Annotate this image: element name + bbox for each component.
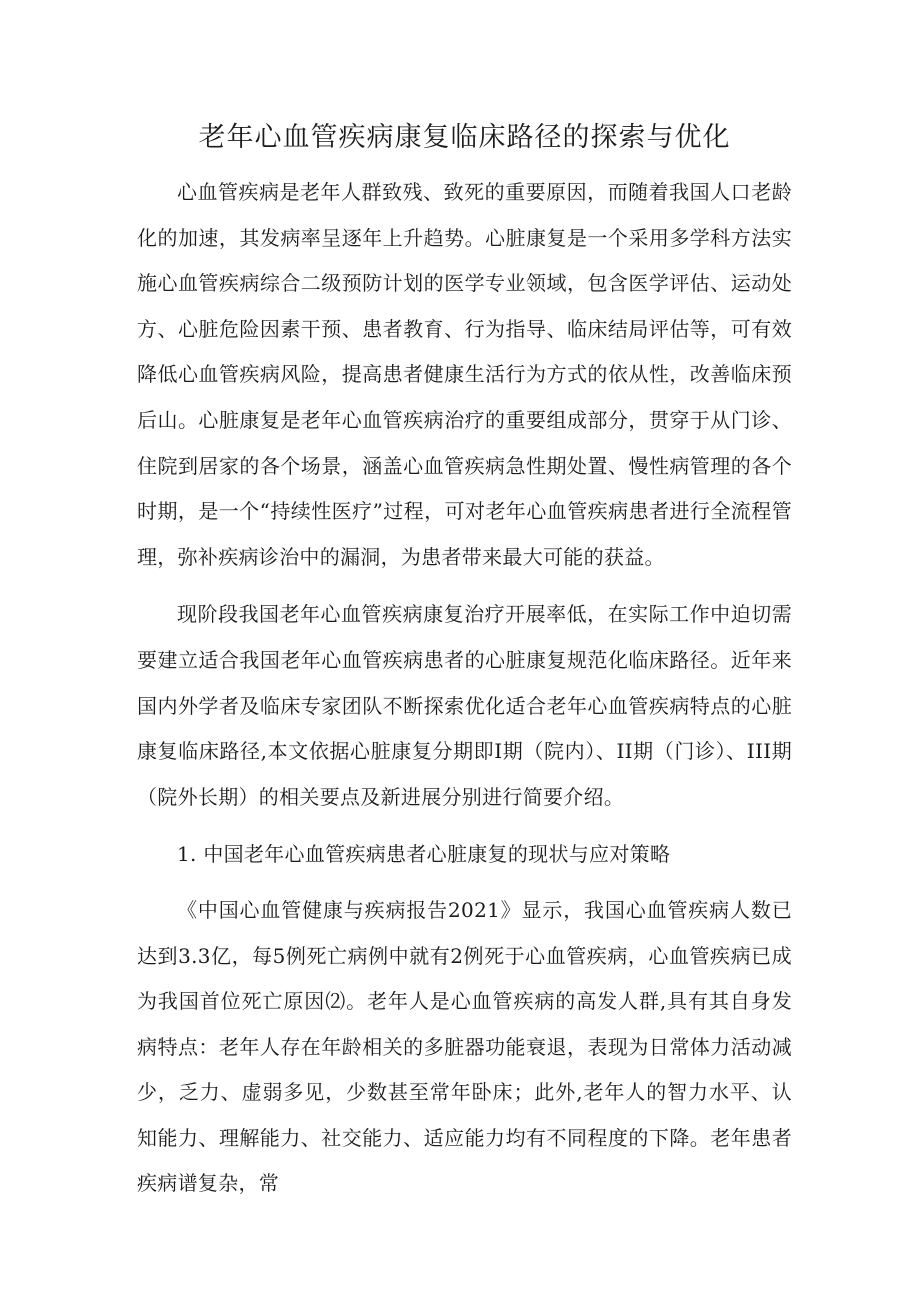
intro-paragraph-2: 现阶段我国老年心血管疾病康复治疗开展率低，在实际工作中迫切需要建立适合我国老年心血管疾病患者的心脏康复规范化临床路径。近年来国内外学者及临床专家团队不断探索优化适合老年心血管疾病特点的心脏康复临床路径,本文依据心脏康复分期即I期（院内）、II期（门诊）、III期（院外长期）的相关要点及新进展分别进行简要介绍。	[137, 602, 792, 809]
section-heading: 1. 中国老年心血管疾病患者心脏康复的现状与应对策略	[177, 842, 671, 867]
intro-paragraph-1: 心血管疾病是老年人群致残、致死的重要原因，而随着我国人口老龄化的加速，其发病率呈逐年上升趋势。心脏康复是一个采用多学科方法实施心血管疾病综合二级预防计划的医学专业领域，包含医学评估、运动处方、心脏危险因素干预、患者教育、行为指导、临床结局评估等，可有效降低心血管疾病风险，提高患者健康生活行为方式的依从性，改善临床预后山。心脏康复是老年心血管疾病治疗的重要组成部分，贯穿于从门诊、住院到居家的各个场景，涵盖心血管疾病急性期处置、慢性病管理的各个时期，是一个“持续性医疗”过程，可对老年心血管疾病患者进行全流程管理，弥补疾病诊治中的漏洞，为患者带来最大可能的获益。	[137, 180, 792, 569]
document-title: 老年心血管疾病康复临床路径的探索与优化	[198, 122, 731, 153]
section-paragraph-1: 《中国心血管健康与疾病报告2021》显示，我国心血管疾病人数已达到3.3亿，每5例死亡病例中就有2例死于心血管疾病，心血管疾病已成为我国首位死亡原因⑵。老年人是心血管疾病的高发人群,具有其自身发病特点：老年人存在年龄相关的多脏器功能衰退，表现为日常体力活动减少，乏力、虚弱多见，少数甚至常年卧床；此外,老年人的智力水平、认知能力、理解能力、社交能力、适应能力均有不同程度的下降。老年患者疾病谱复杂，常	[137, 897, 792, 1196]
